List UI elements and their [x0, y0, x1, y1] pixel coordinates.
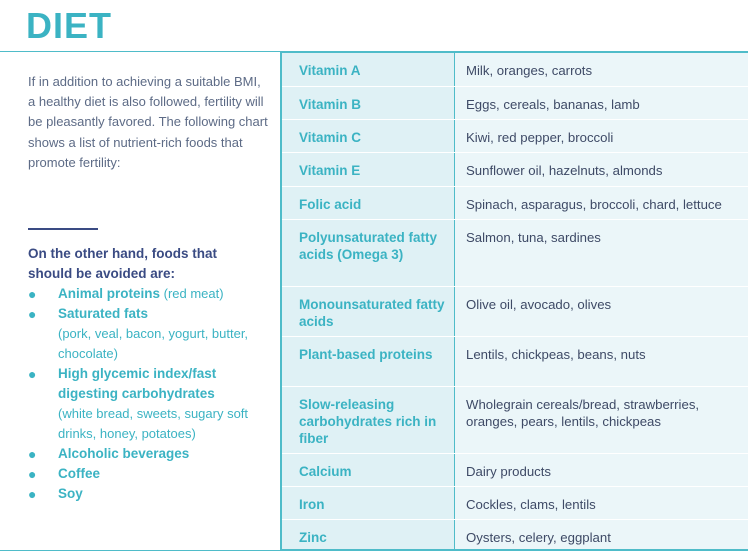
nutrient-cell: Calcium	[282, 453, 455, 486]
intro-panel	[0, 52, 282, 550]
table-row	[282, 86, 748, 119]
avoid-heading: On the other hand, foods that should be avoided are:	[28, 246, 217, 281]
item-name: Soy	[58, 486, 83, 501]
foods-cell: Milk, oranges, carrots	[455, 53, 749, 86]
divider	[28, 228, 98, 230]
nutrient-cell: Zinc	[282, 519, 455, 549]
table-row	[282, 119, 748, 152]
nutrient-cell: Slow-releasing carbohydrates rich in fiber	[282, 386, 455, 453]
page-title: DIET	[26, 5, 113, 46]
foods-cell: Dairy products	[455, 453, 749, 486]
intro-text: If in addition to achieving a suitable BMI, a healthy diet is also followed, fertility will be pleasantly favored. The following chart shows a list of nutrient-rich foods that promote fertility:	[28, 74, 268, 170]
table-row	[282, 486, 748, 519]
table-row	[282, 336, 748, 386]
list-item	[28, 444, 278, 464]
nutrient-cell: Vitamin E	[282, 152, 455, 186]
list-item	[28, 284, 278, 304]
list-item	[28, 304, 278, 364]
table-row	[282, 53, 748, 86]
table-row	[282, 152, 748, 186]
foods-cell: Olive oil, avocado, olives	[455, 286, 749, 336]
nutrient-cell: Vitamin C	[282, 119, 455, 152]
nutrient-cell: Folic acid	[282, 186, 455, 219]
table-row	[282, 286, 748, 336]
list-item	[28, 364, 278, 444]
item-note: (red meat)	[160, 286, 224, 301]
table-row	[282, 453, 748, 486]
list-item	[28, 484, 278, 504]
item-name: High glycemic index/fast digesting carbohydrates	[58, 366, 217, 401]
item-name: Coffee	[58, 466, 101, 481]
item-name: Animal proteins	[58, 286, 161, 301]
foods-cell: Cockles, clams, lentils	[455, 486, 749, 519]
bullet-icon: ●	[28, 306, 37, 322]
foods-cell: Spinach, asparagus, broccoli, chard, lettuce	[455, 186, 749, 219]
nutrient-cell: Vitamin B	[282, 86, 455, 119]
table-row	[282, 219, 748, 286]
item-name: Saturated fats	[58, 306, 149, 321]
nutrient-cell: Iron	[282, 486, 455, 519]
nutrient-cell: Monounsaturated fatty acids	[282, 286, 455, 336]
item-note: (white bread, sweets, sugary soft drinks, honey, potatoes)	[58, 406, 249, 441]
table-row	[282, 519, 748, 549]
table-row	[282, 386, 748, 453]
foods-cell: Wholegrain cereals/bread, strawberries, oranges, pears, lentils, chickpeas	[455, 386, 749, 453]
item-note: (pork, veal, bacon, yogurt, butter, chocolate)	[58, 326, 249, 361]
nutrient-cell: Vitamin A	[282, 53, 455, 86]
nutrient-cell: Polyunsaturated fatty acids (Omega 3)	[282, 219, 455, 286]
foods-cell: Oysters, celery, eggplant	[455, 519, 749, 549]
bullet-icon: ●	[28, 486, 37, 502]
bullet-icon: ●	[28, 446, 37, 462]
foods-cell: Sunflower oil, hazelnuts, almonds	[455, 152, 749, 186]
table-row	[282, 186, 748, 219]
foods-cell: Salmon, tuna, sardines	[455, 219, 749, 286]
bullet-icon: ●	[28, 366, 37, 382]
item-name: Alcoholic beverages	[58, 446, 190, 461]
bullet-icon: ●	[28, 466, 37, 482]
avoid-list	[28, 284, 278, 504]
foods-cell: Lentils, chickpeas, beans, nuts	[455, 336, 749, 386]
bullet-icon: ●	[28, 286, 37, 302]
nutrient-cell: Plant-based proteins	[282, 336, 455, 386]
list-item	[28, 464, 278, 484]
foods-cell: Kiwi, red pepper, broccoli	[455, 119, 749, 152]
foods-cell: Eggs, cereals, bananas, lamb	[455, 86, 749, 119]
nutrient-table	[282, 53, 748, 549]
